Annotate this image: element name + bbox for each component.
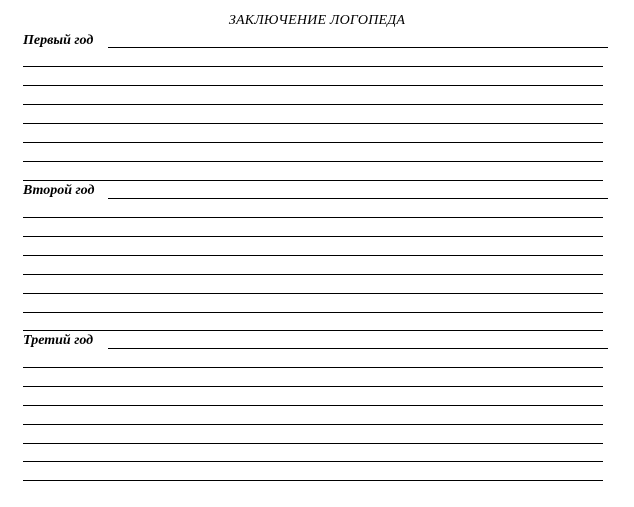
line-second-year-2[interactable] [23,217,603,218]
section-label-first-year: Первый год [23,33,97,49]
line-second-year-4[interactable] [23,255,603,256]
line-second-year-3[interactable] [23,236,603,237]
line-first-year-2[interactable] [23,66,603,67]
line-third-year-5[interactable] [23,424,603,425]
section-label-third-year: Третий год [23,333,97,349]
line-third-year-8[interactable] [23,480,603,481]
line-second-year-8[interactable] [23,330,603,331]
line-first-year-3[interactable] [23,85,603,86]
line-first-year-4[interactable] [23,104,603,105]
line-first-year-7[interactable] [23,161,603,162]
line-third-year-4[interactable] [23,405,603,406]
line-third-year-2[interactable] [23,367,603,368]
page-title: ЗАКЛЮЧЕНИЕ ЛОГОПЕДА [228,13,406,28]
line-second-year-7[interactable] [23,312,603,313]
line-second-year-label[interactable] [108,198,608,199]
line-second-year-6[interactable] [23,293,603,294]
line-first-year-8[interactable] [23,180,603,181]
line-third-year-6[interactable] [23,443,603,444]
line-third-year-7[interactable] [23,461,603,462]
line-first-year-6[interactable] [23,142,603,143]
line-third-year-label[interactable] [108,348,608,349]
line-first-year-5[interactable] [23,123,603,124]
line-second-year-5[interactable] [23,274,603,275]
line-third-year-3[interactable] [23,386,603,387]
section-label-second-year: Второй год [23,183,98,199]
line-first-year-label[interactable] [108,47,608,48]
